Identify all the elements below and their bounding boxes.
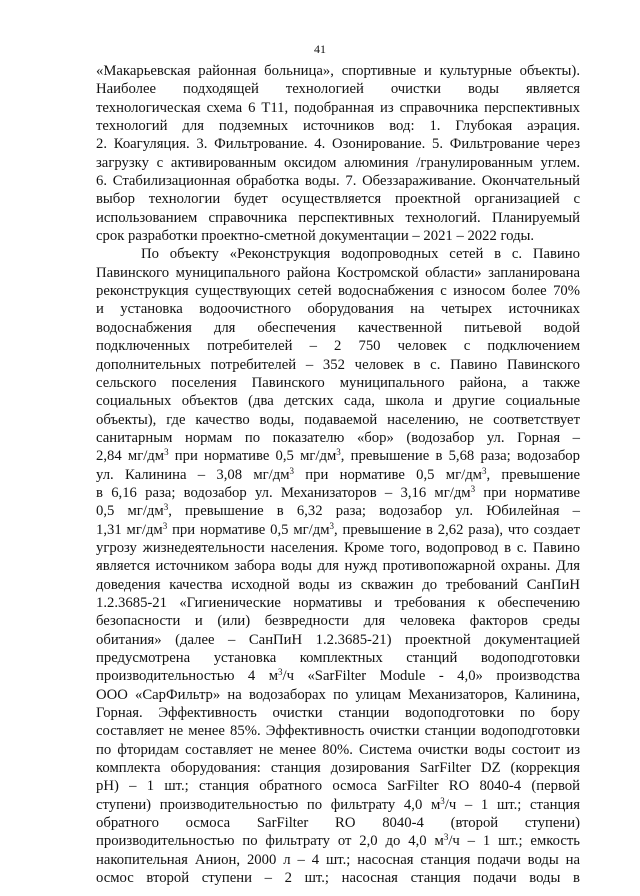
text-line: по фторидам составляет не менее 80%. Система очистки воды состоит из xyxy=(96,741,580,758)
text-line: pH) – 1 шт.; станция обратного осмоса SarFilter RO 8040-4 (первой xyxy=(96,778,580,795)
text-line: водоснабжения для обеспечения качественной питьевой водой xyxy=(96,319,580,336)
text-line: санитарным нормам по показателю «бор» (водозабор ул. Горная – xyxy=(96,429,580,446)
text-line: Павинского муниципального района Костромской области» запланирована xyxy=(96,264,580,281)
text-line: ступени) производительностью по фильтрату 4,0 $м^3/ч - 1$ шт.; станция xyxy=(96,795,580,813)
text-line: По объекту «Реконструкция водопроводных сетей в с. Павино xyxy=(141,246,580,263)
text-line: обитания» (далее – СанПиН 1.2.3685-21) проектной документацией xyxy=(96,631,580,648)
text-line: срок разработки проектно-сметной документации – 2021 – 2022 годы. xyxy=(96,228,535,245)
text-line: загрузку с активированным оксидом алюминия /гранулированным углем. xyxy=(96,154,580,171)
text-line: накопительная Анион, 2000 л – 4 шт.; насосная станция подачи воды на xyxy=(96,851,580,868)
text-line: технологий для подземных источников вод: 1. Глубокая аэрация. xyxy=(96,118,580,135)
text-line: 1.2.3685-21 «Гигиенические нормативы и требования к обеспечению xyxy=(96,594,580,611)
text-line: является источником забора воды для нужд противопожарной охраны. Для xyxy=(96,558,580,575)
text-line: дополнительных потребителей – 352 человек в с. Павино Павинского xyxy=(96,356,580,373)
text-line: обратного осмоса SarFilter RO 8040-4 (второй ступени) xyxy=(96,815,580,832)
page-number: 41 xyxy=(314,42,326,56)
text-line: подключенных потребителей – 2 750 человек с подключением xyxy=(96,338,580,355)
text-line: составляет не менее 85%. Эффективность очистки станции водоподготовки xyxy=(96,723,580,740)
text-line: 0,5 $мг/дм^3$, превышение в 6,32 раза; водозабор ул. Юбилейная – xyxy=(96,502,580,520)
text-line: Наиболее подходящей технологией очистки воды является xyxy=(96,81,580,98)
text-line: безопасности и (или) безвредности для человека факторов среды xyxy=(96,613,580,630)
body-text xyxy=(96,62,580,887)
text-line: использованием справочника перспективных технологий. Планируемый xyxy=(96,209,580,226)
text-line: ООО «СарФильтр» на водозаборах по улицам Механизаторов, Калинина, xyxy=(96,686,580,703)
text-line: производительностью по фильтрату от 2,0 до 4,0 $м^3/ч - 1$ шт.; емкость xyxy=(96,832,580,850)
text-line: и установка водоочистного оборудования на четырех источниках xyxy=(96,301,580,318)
text-line: ул. Калинина – 3,08 $мг/дм^3$ при нормативе 0,5 $мг/дм^3$, превышение xyxy=(96,465,580,483)
text-line: доведения качества исходной воды из скважин до требований СанПиН xyxy=(96,576,580,593)
text-line: объекты), где качество воды, подаваемой населению, не соответствует xyxy=(96,411,580,428)
text-line: технологическая схема 6 Т11, подобранная из справочника перспективных xyxy=(96,99,580,116)
text-line: комплекта оборудования: станция дозирования SarFilter DZ (коррекция xyxy=(96,760,580,777)
text-line: выбор технологии будет осуществляется проектной организацией с xyxy=(96,191,580,208)
text-line: сельского поселения Павинского муниципального района, а также xyxy=(96,374,580,391)
text-line: осмос второй ступени – 2 шт.; насосная станция подачи воды в xyxy=(96,870,580,887)
text-line: реконструкция существующих сетей водоснабжения с износом более 70% xyxy=(96,283,580,300)
text-line: Горная. Эффективность очистки станции водоподготовки по бору xyxy=(96,705,580,722)
text-line: 6. Стабилизационная обработка воды. 7. Обеззараживание. Окончательный xyxy=(96,173,580,190)
text-line: 2,84 $мг/дм^3$ при нормативе 0,5 $мг/дм^3$, превышение в 5,68 раза; водозабор xyxy=(96,447,580,465)
text-line: «Макарьевская районная больница», спортивные и культурные объекты). xyxy=(96,63,580,79)
text-line: 2. Коагуляция. 3. Фильтрование. 4. Озонирование. 5. Фильтрование через xyxy=(96,136,580,153)
text-line: в 6,16 раза; водозабор ул. Механизаторов – 3,16 $мг/дм^3$ при нормативе xyxy=(96,483,580,501)
text-line: социальных объектов (два детских сада, школа и другие социальные xyxy=(96,393,580,410)
text-line: производительностью 4 $м^3/ч$ «SarFilter Module - 4,0» производства xyxy=(96,667,580,685)
text-line: предусмотрена установка комплектных станций водоподготовки xyxy=(96,650,580,666)
text-line: 1,31 $мг/дм^3$ при нормативе 0,5 $мг/дм^3$, превышение в 2,62 раза), что создает xyxy=(96,520,580,538)
text-line: угрозу жизнедеятельности населения. Кроме того, водопровод в с. Павино xyxy=(96,539,580,556)
